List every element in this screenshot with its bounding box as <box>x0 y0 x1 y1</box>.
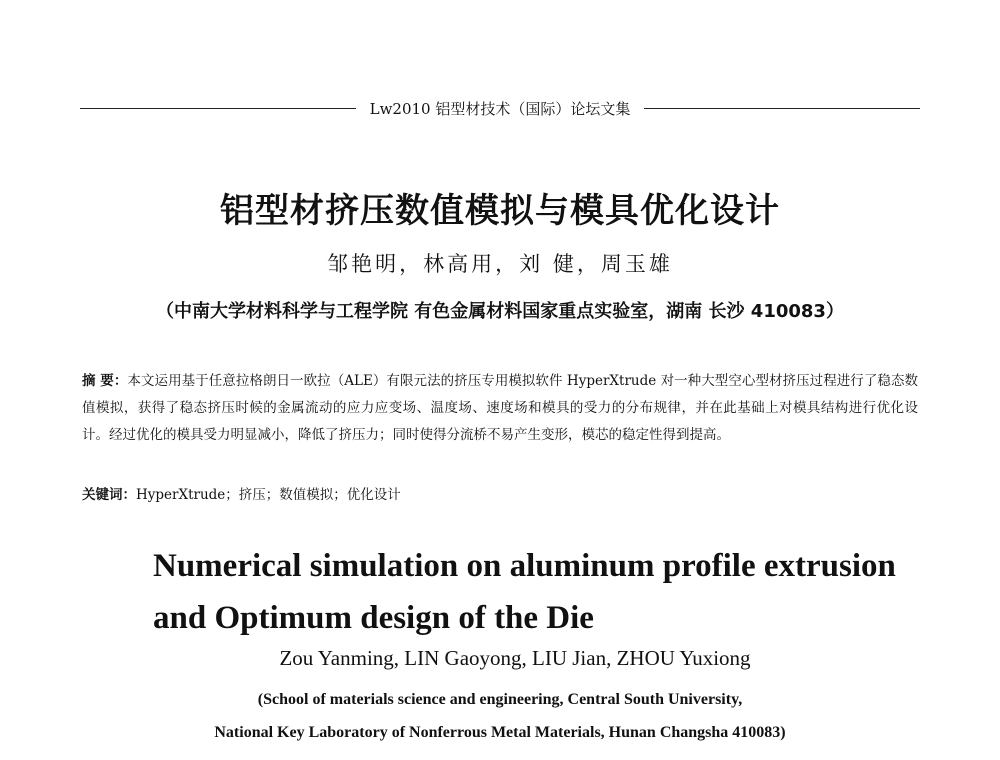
chinese-affiliation: （中南大学材料科学与工程学院 有色金属材料国家重点实验室，湖南 长沙 410083） <box>156 301 844 322</box>
english-affiliation-line2: National Key Laboratory of Nonferrous Metal Materials, Hunan Changsha 410083) <box>214 724 786 741</box>
english-title: Numerical simulation on aluminum profile extrusion and Optimum design of the Die <box>153 548 896 636</box>
keywords-text: HyperXtrude；挤压；数值模拟；优化设计 <box>136 487 401 503</box>
abstract-text: 本文运用基于任意拉格朗日一欧拉（ALE）有限元法的挤压专用模拟软件 HyperXtrude 对一种大型空心型材挤压过程进行了稳态数值模拟，获得了稳态挤压时候的金属流动的应力应变场、温度场、速度场和模具的受力的分布规律，并在此基础上对模具结构进行优化设计。经过优化的模具受力明显减小，降低了挤压力；同时使得分流桥不易产生变形，模芯的稳定性得到提高。 <box>82 373 919 443</box>
running-header <box>80 95 920 121</box>
header-rule-right <box>644 108 920 109</box>
english-affiliation-line1: (School of materials science and engineering, Central South University, <box>257 691 743 708</box>
abstract-label: 摘 要： <box>82 373 128 389</box>
running-title: Lw2010 铝型材技术（国际）论坛文集 <box>369 99 631 118</box>
chinese-authors: 邹艳明，林高用，刘 健，周玉雄 <box>327 252 673 276</box>
chinese-keywords <box>82 483 918 503</box>
chinese-abstract <box>82 368 918 449</box>
english-authors: Zou Yanming, LIN Gaoyong, LIU Jian, ZHOU Yuxiong <box>279 646 751 670</box>
header-rule-left <box>80 108 356 109</box>
chinese-title: 铝型材挤压数值模拟与模具优化设计 <box>220 191 780 231</box>
keywords-label: 关键词： <box>82 487 136 503</box>
